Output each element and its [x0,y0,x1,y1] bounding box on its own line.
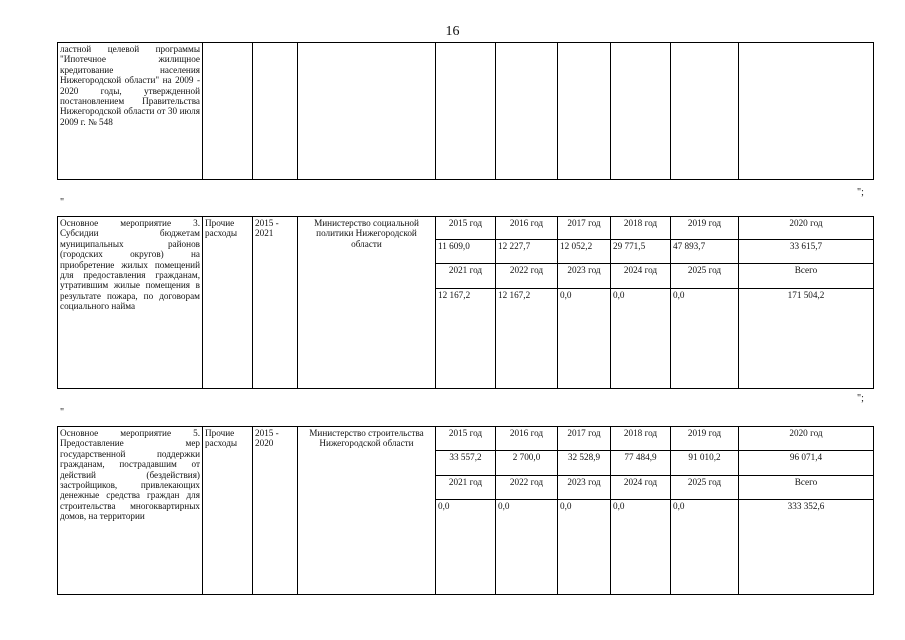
total-label: Всего [739,476,874,500]
amount-value: 0,0 [671,289,739,389]
amount-value: 0,0 [496,500,558,595]
year-label: 2018 год [611,217,671,240]
period: 2015 - 2021 [253,217,298,389]
year-label: 2015 год [436,217,496,240]
year-label: 2024 год [611,476,671,500]
amount-value: 91 010,2 [671,451,739,476]
period: 2015 - 2020 [253,427,298,595]
opening-quote: " [60,197,65,208]
year-label: 2021 год [436,476,496,500]
amount-value: 2 700,0 [496,451,558,476]
amount-value: 77 484,9 [611,451,671,476]
year-label: 2019 год [671,427,739,451]
top-fragment-table [57,42,874,180]
year-label: 2017 год [558,217,611,240]
year-label: 2015 год [436,427,496,451]
executor: Министерство социальной политики Нижегородской области [298,217,436,389]
program-fragment-text: ластной целевой программы "Ипотечное жилищное кредитование населения Нижегородской области" на 2009 - 2020 годы, утвержденной постановлением Правительства Нижегородской области от 30 июля 2009 г. № 548 [58,43,203,180]
measure-3-table [57,216,874,389]
amount-value: 0,0 [558,289,611,389]
amount-value: 12 167,2 [496,289,558,389]
amount-value: 0,0 [436,500,496,595]
amount-value: 29 771,5 [611,240,671,264]
year-label: 2022 год [496,264,558,289]
total-label: Всего [739,264,874,289]
amount-value: 0,0 [558,500,611,595]
amount-value: 33 615,7 [739,240,874,264]
amount-value: 33 557,2 [436,451,496,476]
amount-value: 12 227,7 [496,240,558,264]
year-label: 2025 год [671,476,739,500]
total-value: 171 504,2 [739,289,874,389]
amount-value: 32 528,9 [558,451,611,476]
measure-5-table [57,426,874,595]
year-label: 2024 год [611,264,671,289]
expense-type: Прочие расходы [203,427,253,595]
amount-value: 11 609,0 [436,240,496,264]
amount-value: 96 071,4 [739,451,874,476]
amount-value: 0,0 [611,289,671,389]
expense-type: Прочие расходы [203,217,253,389]
year-label: 2019 год [671,217,739,240]
year-label: 2021 год [436,264,496,289]
opening-quote: " [60,407,65,418]
amount-value: 0,0 [671,500,739,595]
measure-description: Основное мероприятие 3. Субсидии бюджетам муниципальных районов (городских округов) на приобретение жилых помещений для предоставления гражданам, утратившим жилые помещения в результате пожара, по договорам социального найма [58,217,203,389]
year-label: 2016 год [496,427,558,451]
year-label: 2023 год [558,264,611,289]
year-label: 2023 год [558,476,611,500]
measure-description: Основное мероприятие 5. Предоставление мер государственной поддержки гражданам, пострадавшим от действий (бездействия) застройщиков, привлекающих денежные средства граждан для строительства многоквартирных домов, на территории [58,427,203,595]
year-label: 2025 год [671,264,739,289]
year-label: 2018 год [611,427,671,451]
closing-quote: "; [857,187,864,198]
amount-value: 0,0 [611,500,671,595]
page-number: 16 [445,24,460,39]
total-value: 333 352,6 [739,500,874,595]
executor: Министерство строительства Нижегородской области [298,427,436,595]
year-label: 2017 год [558,427,611,451]
year-label: 2022 год [496,476,558,500]
amount-value: 47 893,7 [671,240,739,264]
year-label: 2016 год [496,217,558,240]
year-label: 2020 год [739,217,874,240]
amount-value: 12 052,2 [558,240,611,264]
closing-quote: "; [857,393,864,404]
amount-value: 12 167,2 [436,289,496,389]
year-label: 2020 год [739,427,874,451]
